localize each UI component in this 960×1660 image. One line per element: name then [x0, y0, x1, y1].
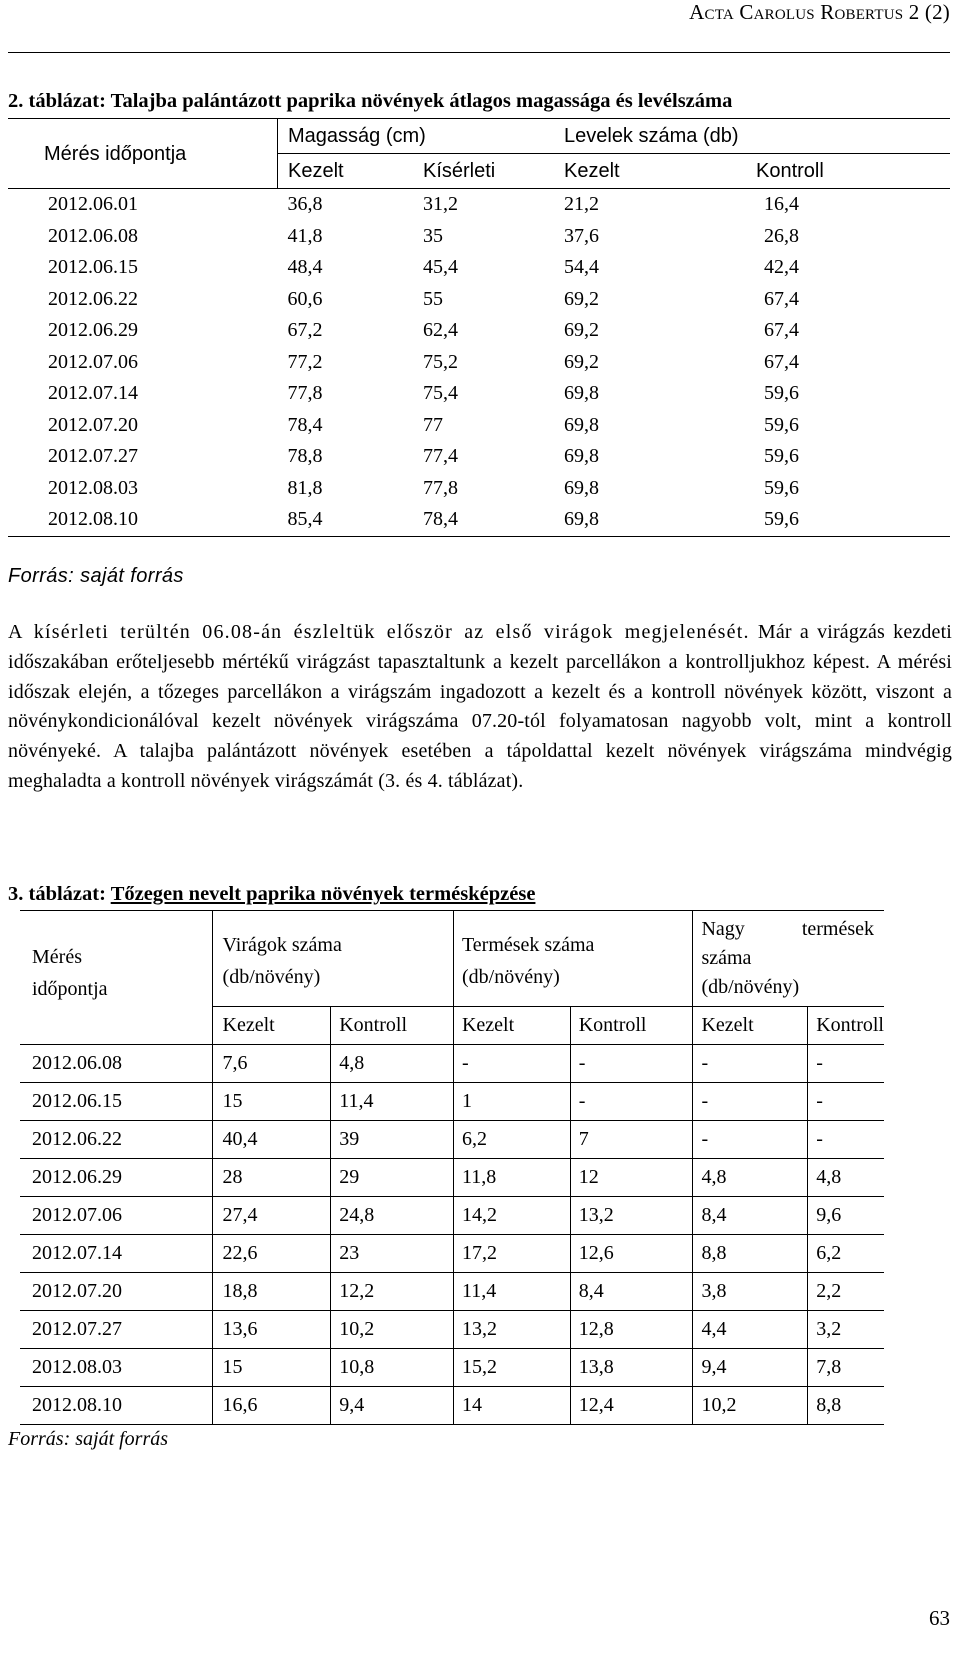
table-3-subheader: Kontroll — [570, 1007, 693, 1045]
table-2-row — [8, 315, 950, 347]
table-3-value-cell: 14 — [453, 1387, 570, 1425]
table-3-value-cell: - — [570, 1045, 693, 1083]
table-2-value-cell: 45,4 — [423, 256, 458, 278]
table-2-value-cell: 59,6 — [764, 445, 799, 467]
table-2-row — [8, 410, 950, 442]
table-3-value-cell: 2,2 — [808, 1273, 884, 1311]
table-2-value-cell: 78,8 — [287, 445, 323, 467]
table-3-date-cell: 2012.06.08 — [20, 1045, 212, 1083]
table-3-value-cell: 8,4 — [570, 1273, 693, 1311]
table-2-value-cell: 26,8 — [764, 224, 799, 247]
table-2-row — [8, 347, 950, 379]
table-3-value-cell: 13,8 — [570, 1349, 693, 1387]
table-3-header-big-fruits-word: Nagy — [701, 918, 745, 940]
table-3-header-big-fruits-word: termések — [801, 918, 874, 940]
table-3-value-cell: 24,8 — [331, 1197, 454, 1235]
table-3-value-cell: - — [693, 1083, 808, 1121]
table-3-title-main: Tőzegen nevelt paprika növények termésképzése — [110, 883, 536, 905]
header-rule — [8, 52, 950, 53]
table-2-value-cell: 69,2 — [564, 319, 599, 341]
table-3-value-cell: 3,2 — [808, 1311, 884, 1349]
table-3-value-cell: 16,6 — [212, 1387, 331, 1425]
table-2-body — [8, 189, 950, 537]
table-3-header-fruits-line: (db/növény) — [461, 966, 560, 988]
table-2-subheader: Kezelt — [278, 154, 414, 189]
table-3-value-cell: 28 — [212, 1159, 331, 1197]
table-2-value-cell: 48,4 — [287, 256, 323, 278]
table-2-value-cell: 78,4 — [287, 413, 323, 436]
table-2-row — [8, 378, 950, 410]
table-3-value-cell: 4,8 — [331, 1045, 454, 1083]
table-3-subheader: Kezelt — [453, 1007, 570, 1045]
table-3-value-cell: 8,8 — [808, 1387, 884, 1425]
table-3-header-date-line: időpontja — [32, 978, 108, 1000]
table-3-source: Forrás: saját forrás — [8, 1428, 169, 1450]
table-3-value-cell: 12,2 — [331, 1273, 454, 1311]
table-3-value-cell: 12,6 — [570, 1235, 693, 1273]
table-3-value-cell: 40,4 — [212, 1121, 331, 1159]
table-3-subheader: Kezelt — [212, 1007, 331, 1045]
table-3-value-cell: 17,2 — [453, 1235, 570, 1273]
table-3-date-cell: 2012.07.14 — [20, 1235, 212, 1273]
table-2-value-cell: 77,8 — [287, 382, 323, 404]
table-2-date-cell: 2012.08.10 — [8, 504, 278, 536]
table-3-header-big-fruits-line — [701, 915, 874, 944]
table-2-date-cell: 2012.06.08 — [48, 224, 138, 247]
table-3-date-cell: 2012.06.29 — [20, 1159, 212, 1197]
table-3-row — [20, 1083, 884, 1121]
table-3-value-cell: 1 — [453, 1083, 570, 1121]
table-3-date-cell: 2012.07.20 — [20, 1273, 212, 1311]
table-3-value-cell: 8,4 — [693, 1197, 808, 1235]
table-3-value-cell: 4,8 — [693, 1159, 808, 1197]
table-3-value-cell: 27,4 — [212, 1197, 331, 1235]
table-3-value-cell: 9,4 — [693, 1349, 808, 1387]
table-3-header-date-line: Mérés — [32, 946, 82, 968]
table-2-value-cell: 77 — [423, 413, 443, 436]
table-2-row — [8, 252, 950, 284]
table-2-date-cell: 2012.07.20 — [48, 413, 138, 436]
table-3-value-cell: - — [453, 1045, 570, 1083]
table-3-value-cell: 10,8 — [331, 1349, 454, 1387]
table-2-value-cell: 67,4 — [764, 319, 799, 341]
table-2-value-cell: 31,2 — [423, 193, 458, 215]
table-2-value-cell: 78,4 — [413, 504, 554, 536]
table-3-value-cell: - — [808, 1083, 884, 1121]
table-3-value-cell: 12,8 — [570, 1311, 693, 1349]
table-3-title — [8, 883, 535, 906]
table-3-value-cell: - — [808, 1121, 884, 1159]
table-3-value-cell: 7,8 — [808, 1349, 884, 1387]
table-3-value-cell: 8,8 — [693, 1235, 808, 1273]
table-3-header-big-fruits-line: (db/növény) — [701, 976, 800, 998]
table-2-date-cell: 2012.06.01 — [48, 193, 138, 215]
table-3-value-cell: 23 — [331, 1235, 454, 1273]
table-3-value-cell: 11,8 — [453, 1159, 570, 1197]
table-3-header-date — [20, 911, 212, 1045]
table-2-value-cell: 77,2 — [287, 350, 323, 373]
table-2-value-cell: 69,8 — [564, 445, 599, 467]
table-3-value-cell: 10,2 — [693, 1387, 808, 1425]
body-paragraph — [8, 618, 952, 797]
table-2-value-cell: 54,4 — [564, 256, 599, 278]
table-3-header-flowers-line: Virágok száma — [222, 934, 342, 956]
table-3-value-cell: 18,8 — [212, 1273, 331, 1311]
table-2 — [8, 118, 950, 537]
table-2-value-cell: 41,8 — [287, 224, 323, 247]
table-3-subheader: Kontroll — [331, 1007, 454, 1045]
table-2-value-cell: 69,2 — [564, 287, 599, 310]
table-2-source: Forrás: saját forrás — [8, 565, 184, 587]
table-2-value-cell: 77,8 — [423, 476, 458, 499]
table-2-value-cell: 67,4 — [764, 350, 799, 373]
table-2-value-cell: 60,6 — [287, 287, 323, 310]
table-3-value-cell: 15 — [212, 1083, 331, 1121]
table-2-value-cell: 75,2 — [423, 350, 458, 373]
table-2-value-cell: 77,4 — [423, 445, 458, 467]
table-3 — [20, 910, 884, 1425]
table-3-header-fruits-line: Termések száma — [461, 934, 595, 956]
table-2-value-cell: 69,2 — [564, 350, 599, 373]
table-2-value-cell: 69,8 — [564, 413, 599, 436]
table-3-value-cell: 9,4 — [331, 1387, 454, 1425]
table-2-row — [8, 473, 950, 505]
table-2-value-cell: 42,4 — [764, 256, 799, 278]
table-3-date-cell: 2012.08.03 — [20, 1349, 212, 1387]
table-2-row — [8, 189, 950, 221]
table-3-value-cell: - — [808, 1045, 884, 1083]
table-2-value-cell: 59,6 — [764, 504, 950, 536]
table-2-date-cell: 2012.07.27 — [48, 445, 138, 467]
table-2-header-date — [8, 119, 278, 189]
table-3-value-cell: 39 — [331, 1121, 454, 1159]
table-3-value-cell: 3,8 — [693, 1273, 808, 1311]
table-2-header-height: Magasság (cm) — [278, 119, 555, 154]
table-3-value-cell: 7,6 — [212, 1045, 331, 1083]
table-2-value-cell: 36,8 — [287, 193, 323, 215]
table-3-subheader: Kezelt — [693, 1007, 808, 1045]
table-3-date-cell: 2012.07.27 — [20, 1311, 212, 1349]
table-3-header-flowers — [212, 911, 453, 1007]
table-3-value-cell: - — [693, 1121, 808, 1159]
table-3-value-cell: 13,2 — [570, 1197, 693, 1235]
table-3-value-cell: 10,2 — [331, 1311, 454, 1349]
table-3-header-flowers-line: (db/növény) — [222, 966, 321, 988]
table-2-value-cell: 75,4 — [423, 382, 458, 404]
table-3-date-cell: 2012.06.22 — [20, 1121, 212, 1159]
table-3-row — [20, 1349, 884, 1387]
table-3-subheader: Kontroll — [808, 1007, 884, 1045]
table-3-value-cell: 22,6 — [212, 1235, 331, 1273]
table-2-subheader: Kísérleti — [413, 154, 554, 189]
table-3-value-cell: - — [570, 1083, 693, 1121]
table-3-value-cell: 11,4 — [331, 1083, 454, 1121]
table-2-row — [8, 284, 950, 316]
table-3-body — [20, 1045, 884, 1425]
table-3-value-cell: 13,6 — [212, 1311, 331, 1349]
paragraph-sentence: Már a virágzás kezdeti időszakában erőteljesebb mértékű virágzást tapasztaltunk a kezelt parcellákon a kontrolljukhoz képest. — [8, 621, 952, 673]
table-2-value-cell: 67,2 — [287, 319, 323, 341]
table-2-date-cell: 2012.06.15 — [48, 256, 138, 278]
page-number: 63 — [929, 1606, 950, 1630]
table-2-date-cell: 2012.06.29 — [48, 319, 138, 341]
table-2-value-cell: 21,2 — [564, 193, 599, 215]
table-2-value-cell: 69,8 — [554, 504, 764, 536]
table-2-subheader-label: Kontroll — [756, 160, 824, 182]
table-3-value-cell: 6,2 — [808, 1235, 884, 1273]
table-2-header-leaves: Levelek száma (db) — [554, 119, 950, 154]
table-3-value-cell: 12,4 — [570, 1387, 693, 1425]
table-2-date-cell: 2012.08.03 — [48, 476, 138, 499]
table-3-value-cell: 15 — [212, 1349, 331, 1387]
table-2-value-cell: 59,6 — [764, 413, 799, 436]
table-3-value-cell: 12 — [570, 1159, 693, 1197]
table-2-date-cell: 2012.07.06 — [48, 350, 138, 373]
table-3-row — [20, 1045, 884, 1083]
table-3-value-cell: 9,6 — [808, 1197, 884, 1235]
table-3-value-cell: 11,4 — [453, 1273, 570, 1311]
table-3-row — [20, 1159, 884, 1197]
table-2-date-cell: 2012.06.22 — [48, 287, 138, 310]
table-3-value-cell: 6,2 — [453, 1121, 570, 1159]
table-2-value-cell: 59,6 — [764, 382, 799, 404]
table-3-value-cell: 7 — [570, 1121, 693, 1159]
table-3-row — [20, 1273, 884, 1311]
table-3-date-cell: 2012.06.15 — [20, 1083, 212, 1121]
table-2-title: 2. táblázat: Talajba palántázott paprika növények átlagos magassága és levélszáma — [8, 90, 733, 112]
table-3-value-cell: 29 — [331, 1159, 454, 1197]
table-2-value-cell: 69,8 — [564, 476, 599, 499]
paragraph-sentence: A talajba palántázott növények esetében a tápoldattal kezelt növények virágszáma mindvégig meghaladta a kontroll növények virágszámát (3. és 4. táblázat). — [8, 740, 952, 792]
table-3-header-big-fruits-line: száma — [701, 947, 752, 969]
table-2-value-cell: 81,8 — [287, 476, 323, 499]
table-3-row — [20, 1121, 884, 1159]
table-3-date-cell: 2012.08.10 — [20, 1387, 212, 1425]
table-2-value-cell: 85,4 — [278, 504, 414, 536]
table-3-row — [20, 1235, 884, 1273]
table-2-value-cell: 69,8 — [564, 382, 599, 404]
table-2-row — [8, 221, 950, 253]
table-2-value-cell: 35 — [423, 224, 443, 247]
table-2-row — [8, 504, 950, 536]
table-2-date-cell: 2012.07.14 — [48, 382, 138, 404]
table-3-value-cell: 4,4 — [693, 1311, 808, 1349]
table-3-date-cell: 2012.07.06 — [20, 1197, 212, 1235]
table-2-value-cell: 62,4 — [423, 319, 458, 341]
table-3-value-cell: - — [693, 1045, 808, 1083]
table-2-value-cell: 67,4 — [764, 287, 799, 310]
table-2-subheader — [756, 154, 950, 189]
table-3-row — [20, 1311, 884, 1349]
table-3-title-prefix: 3. táblázat: — [8, 883, 111, 905]
table-2-value-cell: 55 — [423, 287, 443, 310]
paragraph-sentence: A kísérleti terültén 06.08-án észleltük először az első virágok megjelenését. — [8, 621, 750, 643]
paragraph-sentence: A mérési időszak elején, a tőzeges parcellákon a virágszám ingadozott a kezelt és a kontroll növények között, viszont a növénykondicionálóval kezelt növények virágszáma 07.20-tól folyamatosan nagyobb volt, mint a kontroll növényeké. — [8, 650, 952, 763]
table-3-value-cell: 15,2 — [453, 1349, 570, 1387]
table-3-row — [20, 1197, 884, 1235]
table-2-row — [8, 441, 950, 473]
table-2-value-cell: 37,6 — [564, 224, 599, 247]
table-2-value-cell: 59,6 — [764, 476, 799, 499]
table-3-header-big-fruits — [693, 911, 884, 1007]
table-3-row — [20, 1387, 884, 1425]
table-2-value-cell: 16,4 — [764, 193, 799, 215]
table-3-header-fruits — [453, 911, 692, 1007]
table-2-subheader: Kezelt — [554, 154, 764, 189]
table-2-header-date-label: Mérés időpontja — [44, 142, 187, 165]
table-3-value-cell: 14,2 — [453, 1197, 570, 1235]
running-header: Acta Carolus Robertus 2 (2) — [689, 0, 950, 24]
table-3-value-cell: 4,8 — [808, 1159, 884, 1197]
table-3-value-cell: 13,2 — [453, 1311, 570, 1349]
